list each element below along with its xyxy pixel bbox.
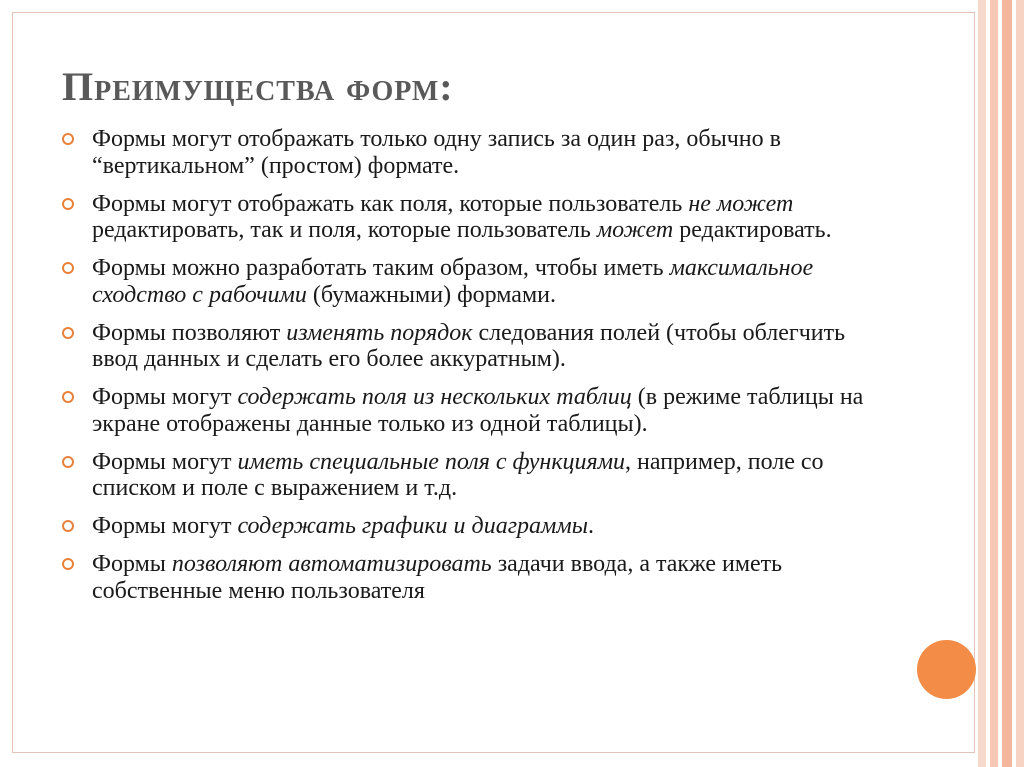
- bullet-8-part-3: задачи ввода, а также иметь собственные меню пользователя: [92, 551, 783, 604]
- bullet-1-text: [92, 126, 781, 179]
- ring-bullet-icon: [62, 198, 74, 210]
- bullet-2-part-2: не может: [688, 190, 794, 217]
- bullet-8-part-1: Формы: [92, 551, 172, 577]
- stripe-1: [978, 0, 986, 767]
- bullet-2-part-5: редактировать.: [673, 217, 832, 243]
- bullet-item-5: [62, 384, 882, 437]
- bullet-item-8: [62, 551, 882, 604]
- bullet-item-1: [62, 126, 882, 179]
- ring-bullet-icon: [62, 456, 74, 468]
- bullet-5-text: [92, 384, 863, 437]
- bullet-4-part-3: следования полей (чтобы облегчить ввод данных и сделать его более аккуратным).: [92, 319, 846, 372]
- bullet-7-text: [92, 513, 594, 539]
- bullet-2-part-3: редактировать, так и поля, которые пользователь: [92, 217, 597, 243]
- ring-bullet-icon: [62, 520, 74, 532]
- stripe-4: [1016, 0, 1024, 767]
- decorative-stripes: [978, 0, 1024, 767]
- bullet-item-7: [62, 513, 882, 540]
- bullet-5-part-3: (в режиме таблицы на экране отображены данные только из одной таблицы).: [92, 384, 864, 437]
- bullet-3-part-2: максимальное сходство с рабочими: [92, 255, 814, 308]
- bullet-7-part-3: .: [587, 513, 594, 539]
- ring-bullet-icon: [62, 558, 74, 570]
- bullet-4-text: [92, 320, 845, 373]
- bullet-item-4: [62, 320, 882, 373]
- bullet-5-part-1: Формы могут: [92, 384, 238, 410]
- bullet-item-2: [62, 191, 882, 244]
- bullet-4-part-1: Формы позволяют: [92, 319, 287, 346]
- bullet-7-part-2: содержать графики и диаграммы: [237, 513, 588, 539]
- ring-bullet-icon: [62, 327, 74, 339]
- bullet-2-part-1: Формы могут отображать как поля, которые пользователь: [92, 190, 689, 217]
- bullet-8-text: [92, 551, 782, 604]
- ring-bullet-icon: [62, 262, 74, 274]
- bullet-5-part-2: содержать поля из нескольких таблиц: [237, 384, 632, 410]
- bullet-1-part-1: Формы могут отображать только одну запись за один раз, обычно в “вертикальном” (простом) формате.: [92, 126, 781, 179]
- bullet-3-part-1: Формы можно разработать таким образом, чтобы иметь: [92, 255, 670, 281]
- bullet-list: [62, 126, 882, 616]
- bullet-6-part-1: Формы могут: [92, 448, 238, 475]
- ring-bullet-icon: [62, 391, 74, 403]
- stripe-3: [1002, 0, 1012, 767]
- bullet-item-3: [62, 255, 882, 308]
- bullet-6-text: [92, 449, 824, 502]
- bullet-2-part-4: может: [596, 217, 674, 243]
- ring-bullet-icon: [62, 133, 74, 145]
- bullet-3-text: [92, 255, 813, 308]
- bullet-4-part-2: изменять порядок: [286, 319, 473, 346]
- bullet-6-part-3: , например, поле со списком и поле с выражением и т.д.: [92, 448, 824, 501]
- bullet-6-part-2: иметь специальные поля с функциями: [237, 448, 626, 475]
- orange-circle-icon: [917, 640, 976, 699]
- bullet-2-text: [92, 191, 832, 244]
- bullet-7-part-1: Формы могут: [92, 513, 238, 539]
- stripe-2: [990, 0, 998, 767]
- slide-title: Преимущества форм:: [62, 64, 454, 109]
- bullet-3-part-3: (бумажными) формами.: [306, 281, 556, 308]
- bullet-8-part-2: позволяют автоматизировать: [171, 551, 492, 577]
- bullet-item-6: [62, 449, 882, 502]
